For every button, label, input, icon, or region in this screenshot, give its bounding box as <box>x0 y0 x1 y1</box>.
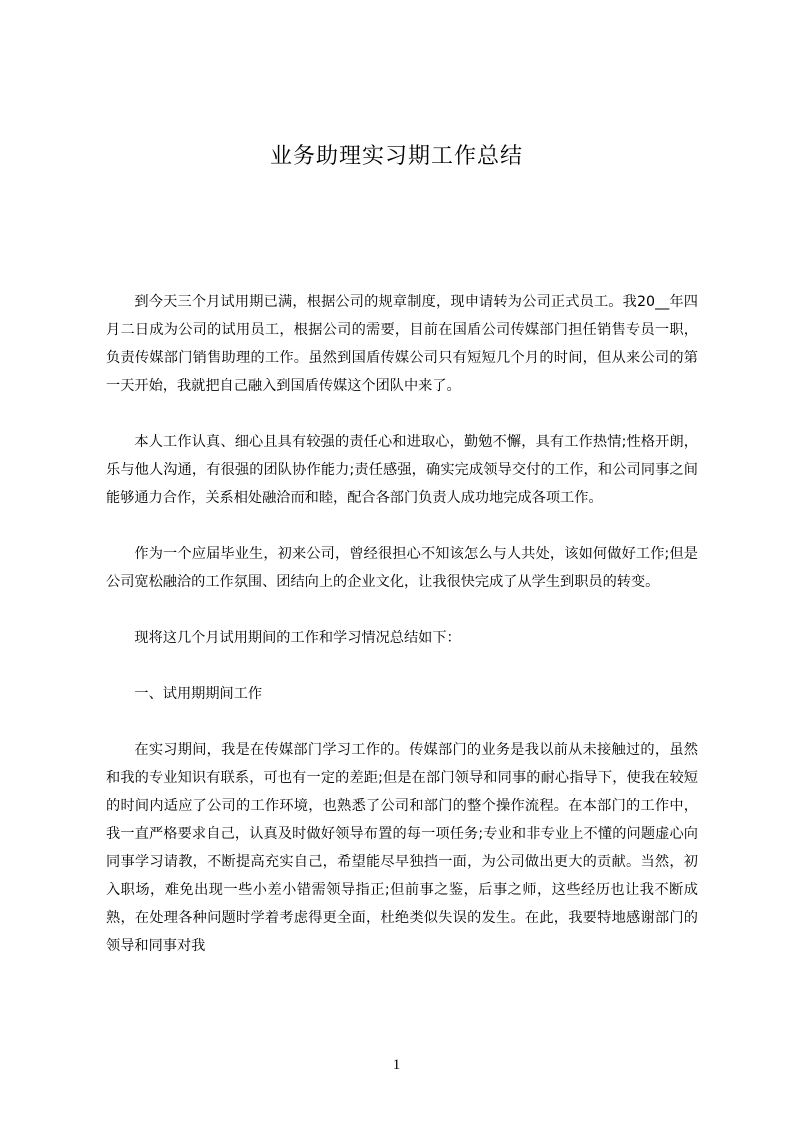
paragraph-intro: 到今天三个月试用期已满，根据公司的规章制度，现申请转为公司正式员工。我20__年四月二日成为公司的试用员工，根据公司的需要，目前在国盾公司传媒部门担任销售专员一职，负责传媒部门销售助理的工作。虽然到国盾传媒公司只有短短几个月的时间，但从来公司的第一天开始，我就把自己融入到国盾传媒这个团队中来了。 <box>106 294 698 394</box>
paragraph-summary-lead: 现将这几个月试用期间的工作和学习情况总结如下： <box>134 630 461 646</box>
document-body <box>106 288 698 960</box>
paragraph-internship-work: 在实习期间，我是在传媒部门学习工作的。传媒部门的业务是我以前从未接触过的，虽然和我的专业知识有联系，可也有一定的差距;但是在部门领导和同事的耐心指导下，使我在较短的时间内适应了公司的工作环境，也熟悉了公司和部门的整个操作流程。在本部门的工作中，我一直严格要求自己，认真及时做好领导布置的每一项任务;专业和非专业上不懂的问题虚心向同事学习请教，不断提高充实自己，希望能尽早独挡一面，为公司做出更大的贡献。当然，初入职场，难免出现一些小差小错需领导指正;但前事之鉴，后事之师，这些经历也让我不断成熟，在处理各种问题时学着考虑得更全面，杜绝类似失误的发生。在此，我要特地感谢部门的领导和同事对我 <box>106 742 698 954</box>
paragraph-personal-qualities: 本人工作认真、细心且具有较强的责任心和进取心，勤勉不懈，具有工作热情;性格开朗，乐与他人沟通，有很强的团队协作能力;责任感强，确实完成领导交付的工作，和公司同事之间能够通力合作，关系相处融洽而和睦，配合各部门负责人成功地完成各项工作。 <box>106 434 698 506</box>
paragraph-adaptation: 作为一个应届毕业生，初来公司，曾经很担心不知该怎么与人共处，该如何做好工作;但是公司宽松融洽的工作氛围、团结向上的企业文化，让我很快完成了从学生到职员的转变。 <box>106 546 698 590</box>
section-heading-probation-work: 一、试用期期间工作 <box>134 686 263 702</box>
document-title: 业务助理实习期工作总结 <box>269 144 523 169</box>
page-number: 1 <box>392 1057 401 1073</box>
